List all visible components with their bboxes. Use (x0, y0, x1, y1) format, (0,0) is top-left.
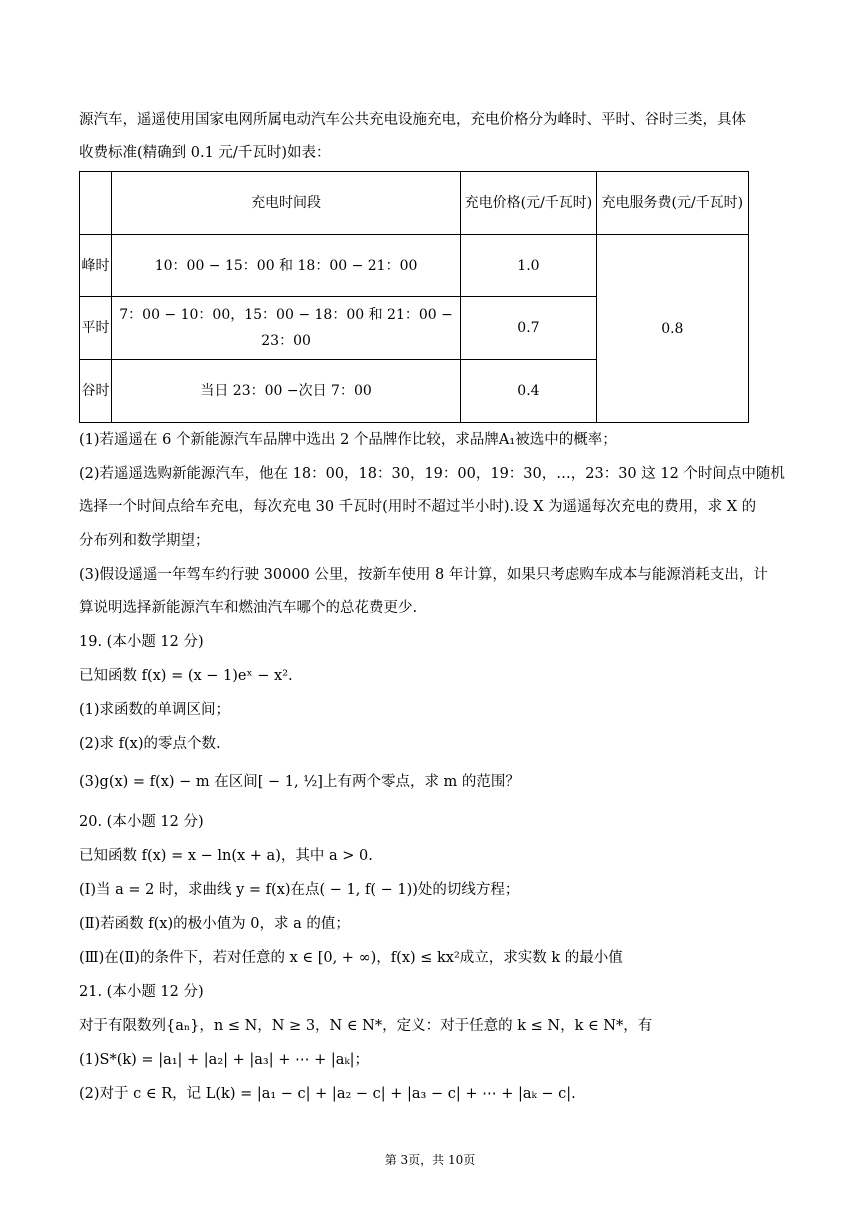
q21-stem: 对于有限数列{aₙ}，n ≤ N，N ≥ 3，N ∈ N*，定义：对于任意的 k ≤ N，k ∈ N*，有 (79, 1018, 653, 1034)
q18-part-2-line-1: (2)若遥遥选购新能源汽车，他在 18：00，18：30，19：00，19：30，…，23：30 这 12 个时间点中随机 (79, 466, 785, 482)
q18-part-3-line-2: 算说明选择新能源汽车和燃油汽车哪个的总花费更少. (79, 600, 418, 616)
header-cell-empty (80, 172, 112, 235)
row-price: 1.0 (461, 235, 596, 297)
q21-part-1: (1)S*(k) = |a₁| + |a₂| + |a₃| + ⋯ + |aₖ|； (79, 1052, 370, 1068)
q19-stem: 已知函数 f(x) = (x − 1)eˣ − x². (79, 668, 293, 684)
charging-fee-table (79, 171, 749, 423)
q21-part-2: (2)对于 c ∈ R，记 L(k) = |a₁ − c| + |a₂ − c| + |a₃ − c| + ⋯ + |aₖ − c|. (79, 1086, 576, 1102)
q18-part-1: (1)若遥遥在 6 个新能源汽车品牌中选出 2 个品牌作比较，求品牌A₁被选中的概率； (79, 432, 617, 448)
intro-line-1: 源汽车，遥遥使用国家电网所属电动汽车公共充电设施充电，充电价格分为峰时、平时、谷时三类，具体 (79, 112, 746, 128)
row-type-peak: 峰时 (80, 235, 112, 297)
header-cell-price: 充电价格(元/千瓦时) (461, 172, 596, 235)
header-cell-period: 充电时间段 (111, 172, 460, 235)
q18-part-3-line-1: (3)假设遥遥一年驾车约行驶 30000 公里，按新车使用 8 年计算，如果只考虑购车成本与能源消耗支出，计 (79, 567, 768, 583)
page-footer: 第 3页，共 10页 (384, 1153, 476, 1167)
q18-part-2-line-2: 选择一个时间点给车充电，每次充电 30 千瓦时(用时不超过半小时).设 X 为遥遥每次充电的费用，求 X 的 (79, 499, 757, 515)
header-cell-service-fee: 充电服务费(元/千瓦时) (596, 172, 748, 235)
q19-title: 19. (本小题 12 分) (79, 634, 204, 650)
q20-part-1: (Ⅰ)当 a = 2 时，求曲线 y = f(x)在点( − 1, f( − 1))处的切线方程； (79, 882, 520, 898)
row-type-valley: 谷时 (80, 360, 112, 423)
q19-part-3: (3)g(x) = f(x) − m 在区间[ − 1, ½]上有两个零点，求 m 的范围？ (79, 774, 520, 790)
q20-part-3: (Ⅲ)在(Ⅱ)的条件下，若对任意的 x ∈ [0, + ∞)，f(x) ≤ kx²成立，求实数 k 的最小值 (79, 950, 623, 966)
row-price: 0.7 (461, 297, 596, 360)
row-period: 10：00 − 15：00 和 18：00 − 21：00 (111, 235, 460, 297)
q19-part-1: (1)求函数的单调区间； (79, 702, 231, 718)
q18-part-2-line-3: 分布列和数学期望； (79, 533, 210, 549)
intro-line-2: 收费标准(精确到 0.1 元/千瓦时)如表： (79, 145, 331, 161)
row-period: 当日 23：00 −次日 7：00 (111, 360, 460, 423)
row-type-normal: 平时 (80, 297, 112, 360)
service-fee-cell: 0.8 (596, 235, 748, 423)
q21-title: 21. (本小题 12 分) (79, 984, 204, 1000)
table-row (80, 235, 749, 297)
q20-title: 20. (本小题 12 分) (79, 814, 204, 830)
table-header-row (80, 172, 749, 235)
row-price: 0.4 (461, 360, 596, 423)
q19-part-2: (2)求 f(x)的零点个数. (79, 736, 221, 752)
q20-stem: 已知函数 f(x) = x − ln(x + a)，其中 a > 0. (79, 848, 373, 864)
row-period: 7：00 − 10：00，15：00 − 18：00 和 21：00 − 23：00 (111, 297, 460, 360)
q20-part-2: (Ⅱ)若函数 f(x)的极小值为 0，求 a 的值； (79, 916, 350, 932)
